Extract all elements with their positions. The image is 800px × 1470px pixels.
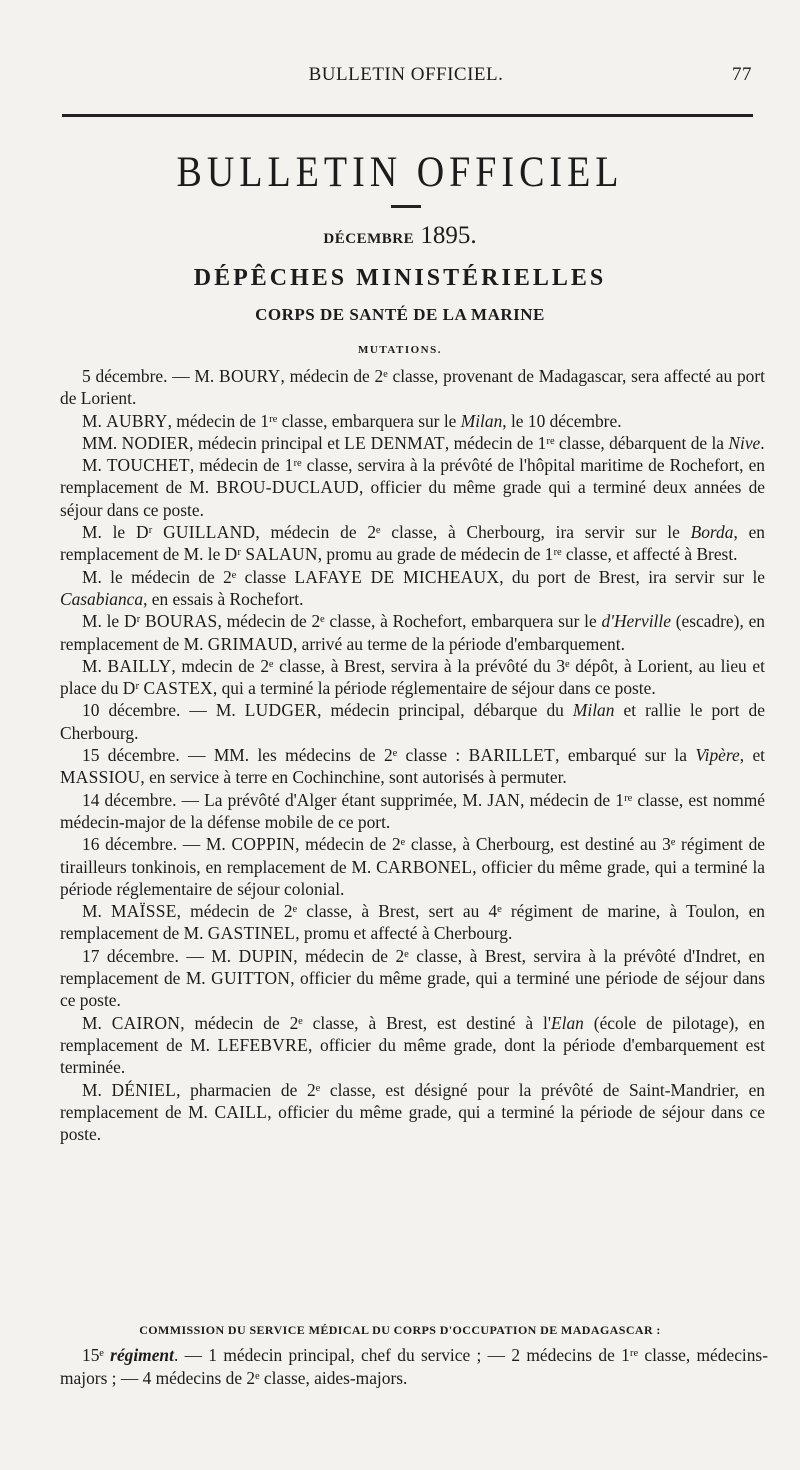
- paragraph: M. BAILLY, mdecin de 2ᵉ classe, à Brest, servira à la prévôté du 3ᵉ dépôt, à Lorient, au lieu et place du Dʳ CASTEX, qui a terminé la période réglementaire de séjour dans ce poste.: [60, 655, 765, 699]
- person-name: LAFAYE DE MICHEAUX: [294, 566, 500, 587]
- person-name: SALAUN: [245, 544, 318, 565]
- person-name: DUPIN: [238, 945, 294, 966]
- person-name: MASSIOU: [60, 767, 141, 788]
- ship-name: Milan: [572, 700, 615, 721]
- date-year: 1895.: [420, 222, 477, 249]
- paragraph: 16 décembre. — M. COPPIN, médecin de 2ᵉ classe, à Cherbourg, est destiné au 3ᵉ régiment de tirailleurs tonkinois, en remplacement de M. CARBONEL, officier du même grade, qui a terminé la période réglementaire de séjour colonial.: [60, 834, 765, 899]
- paragraph: 14 décembre. — La prévôté d'Alger étant supprimée, M. JAN, médecin de 1ʳᵉ classe, est nommé médecin-major de la défense mobile de ce port.: [60, 789, 765, 832]
- section-heading: DÉPÊCHES MINISTÉRIELLES: [193, 265, 607, 291]
- ship-name: Nive: [728, 432, 761, 453]
- person-name: LUDGER: [244, 700, 318, 721]
- paragraph: 15ᵉ régiment. — 1 médecin principal, chef du service ; — 2 médecins de 1ʳᵉ classe, médecins-majors ; — 4 médecins de 2ᵉ classe, aides-majors.: [60, 1345, 768, 1388]
- person-name: BAILLY: [107, 655, 172, 676]
- regiment-label: régiment: [110, 1345, 174, 1365]
- person-name: NODIER: [121, 432, 190, 453]
- paragraph: 15 décembre. — MM. les médecins de 2ᵉ classe : BARILLET, embarqué sur la Vipère, et MASSIOU, en service à terre en Cochinchine, sont autorisés à permuter.: [60, 745, 766, 788]
- paragraph: M. TOUCHET, médecin de 1ʳᵉ classe, servira à la prévôté de l'hôpital maritime de Rochefort, en remplacement de M. BROU-DUCLAUD, officier du même grade qui a terminé deux années de séjour dans ce poste.: [60, 455, 766, 520]
- ship-name: d'Herville: [601, 611, 671, 632]
- ship-name: Milan: [460, 410, 503, 431]
- person-name: BOURAS: [145, 611, 218, 632]
- person-name: GUITTON: [211, 968, 291, 989]
- person-name: CAIRON: [111, 1012, 181, 1033]
- person-name: BOURY: [219, 366, 281, 386]
- person-name: CASTEX: [143, 678, 213, 699]
- paragraph: 17 décembre. — M. DUPIN, médecin de 2ᵉ classe, à Brest, servira à la prévôté d'Indret, en remplacement de M. GUITTON, officier du même grade, qui a terminé une période de séjour dans ce poste.: [60, 945, 766, 1011]
- mutations-heading: MUTATIONS.: [358, 344, 442, 356]
- paragraph: M. DÉNIEL, pharmacien de 2ᵉ classe, est désigné pour la prévôté de Saint-Mandrier, en remplacement de M. CAILL, officier du même grade, qui a terminé la période de séjour dans ce poste.: [60, 1079, 765, 1145]
- person-name: COPPIN: [231, 834, 296, 855]
- person-name: BARILLET: [468, 745, 556, 766]
- person-name: TOUCHET: [106, 455, 190, 476]
- commission-heading: COMMISSION DU SERVICE MÉDICAL DU CORPS D'OCCUPATION DE MADAGASCAR :: [139, 1323, 661, 1337]
- paragraph: M. CAIRON, médecin de 2ᵉ classe, à Brest, est destiné à l'Elan (école de pilotage), en remplacement de M. LEFEBVRE, officier du même grade, dont la période d'embarquement est terminée.: [60, 1012, 765, 1078]
- paragraph: M. MAÏSSE, médecin de 2ᵉ classe, à Brest, sert au 4ᵉ régiment de marine, à Toulon, en remplacement de M. GASTINEL, promu et affecté à Cherbourg.: [60, 901, 765, 944]
- paragraph: 5 décembre. — M. BOURY, médecin de 2ᵉ classe, provenant de Madagascar, sera affecté au port de Lorient.: [60, 366, 765, 409]
- person-name: GASTINEL: [207, 923, 296, 944]
- ship-name: Vipère: [695, 745, 740, 766]
- page-number: 77: [732, 64, 752, 85]
- person-name: CARBONEL: [376, 856, 473, 877]
- date-line: [0, 222, 800, 250]
- commission-text: [60, 1344, 768, 1390]
- person-name: AUBRY: [106, 410, 168, 431]
- title-rule: [391, 205, 421, 208]
- paragraph: 10 décembre. — M. LUDGER, médecin principal, débarque du Milan et rallie le port de Cherbourg.: [60, 700, 765, 743]
- person-name: MAÏSSE: [111, 901, 177, 922]
- paragraph: M. le Dʳ GUILLAND, médecin de 2ᵉ classe, à Cherbourg, ira servir sur le Borda, en remplacement de M. le Dʳ SALAUN, promu au grade de médecin de 1ʳᵉ classe, et affecté à Brest.: [60, 522, 765, 565]
- paragraph: M. le Dʳ BOURAS, médecin de 2ᵉ classe, à Rochefort, embarquera sur le d'Herville (escadre), en remplacement de M. GRIMAUD, arrivé au terme de la période d'embarquement.: [60, 611, 765, 654]
- paragraph: M. AUBRY, médecin de 1ʳᵉ classe, embarquera sur le Milan, le 10 décembre.: [82, 410, 622, 431]
- ship-name: Elan: [551, 1012, 584, 1033]
- header-rule: [62, 114, 753, 117]
- paragraph: MM. NODIER, médecin principal et LE DENMAT, médecin de 1ʳᵉ classe, débarquent de la Nive.: [82, 432, 765, 453]
- person-name: GRIMAUD: [207, 633, 293, 654]
- ship-name: Borda: [690, 522, 734, 543]
- ship-name: Casabianca: [60, 588, 144, 609]
- running-title: BULLETIN OFFICIEL.: [308, 64, 504, 85]
- person-name: LEFEBVRE: [217, 1034, 308, 1055]
- person-name: GUILLAND: [163, 522, 256, 543]
- page-title: BULLETIN OFFICIEL: [176, 147, 624, 197]
- person-name: DÉNIEL: [111, 1079, 177, 1100]
- person-name: LE DENMAT: [344, 432, 445, 453]
- subsection-heading: CORPS DE SANTÉ DE LA MARINE: [255, 305, 545, 324]
- paragraph: M. le médecin de 2ᵉ classe LAFAYE DE MICHEAUX, du port de Brest, ira servir sur le Casabianca, en essais à Rochefort.: [60, 566, 765, 609]
- person-name: JAN: [487, 789, 521, 810]
- person-name: BROU-DUCLAUD: [216, 477, 359, 498]
- body-text: [60, 365, 765, 1145]
- date-month: DÉCEMBRE: [323, 231, 415, 247]
- person-name: CAILL: [214, 1101, 268, 1122]
